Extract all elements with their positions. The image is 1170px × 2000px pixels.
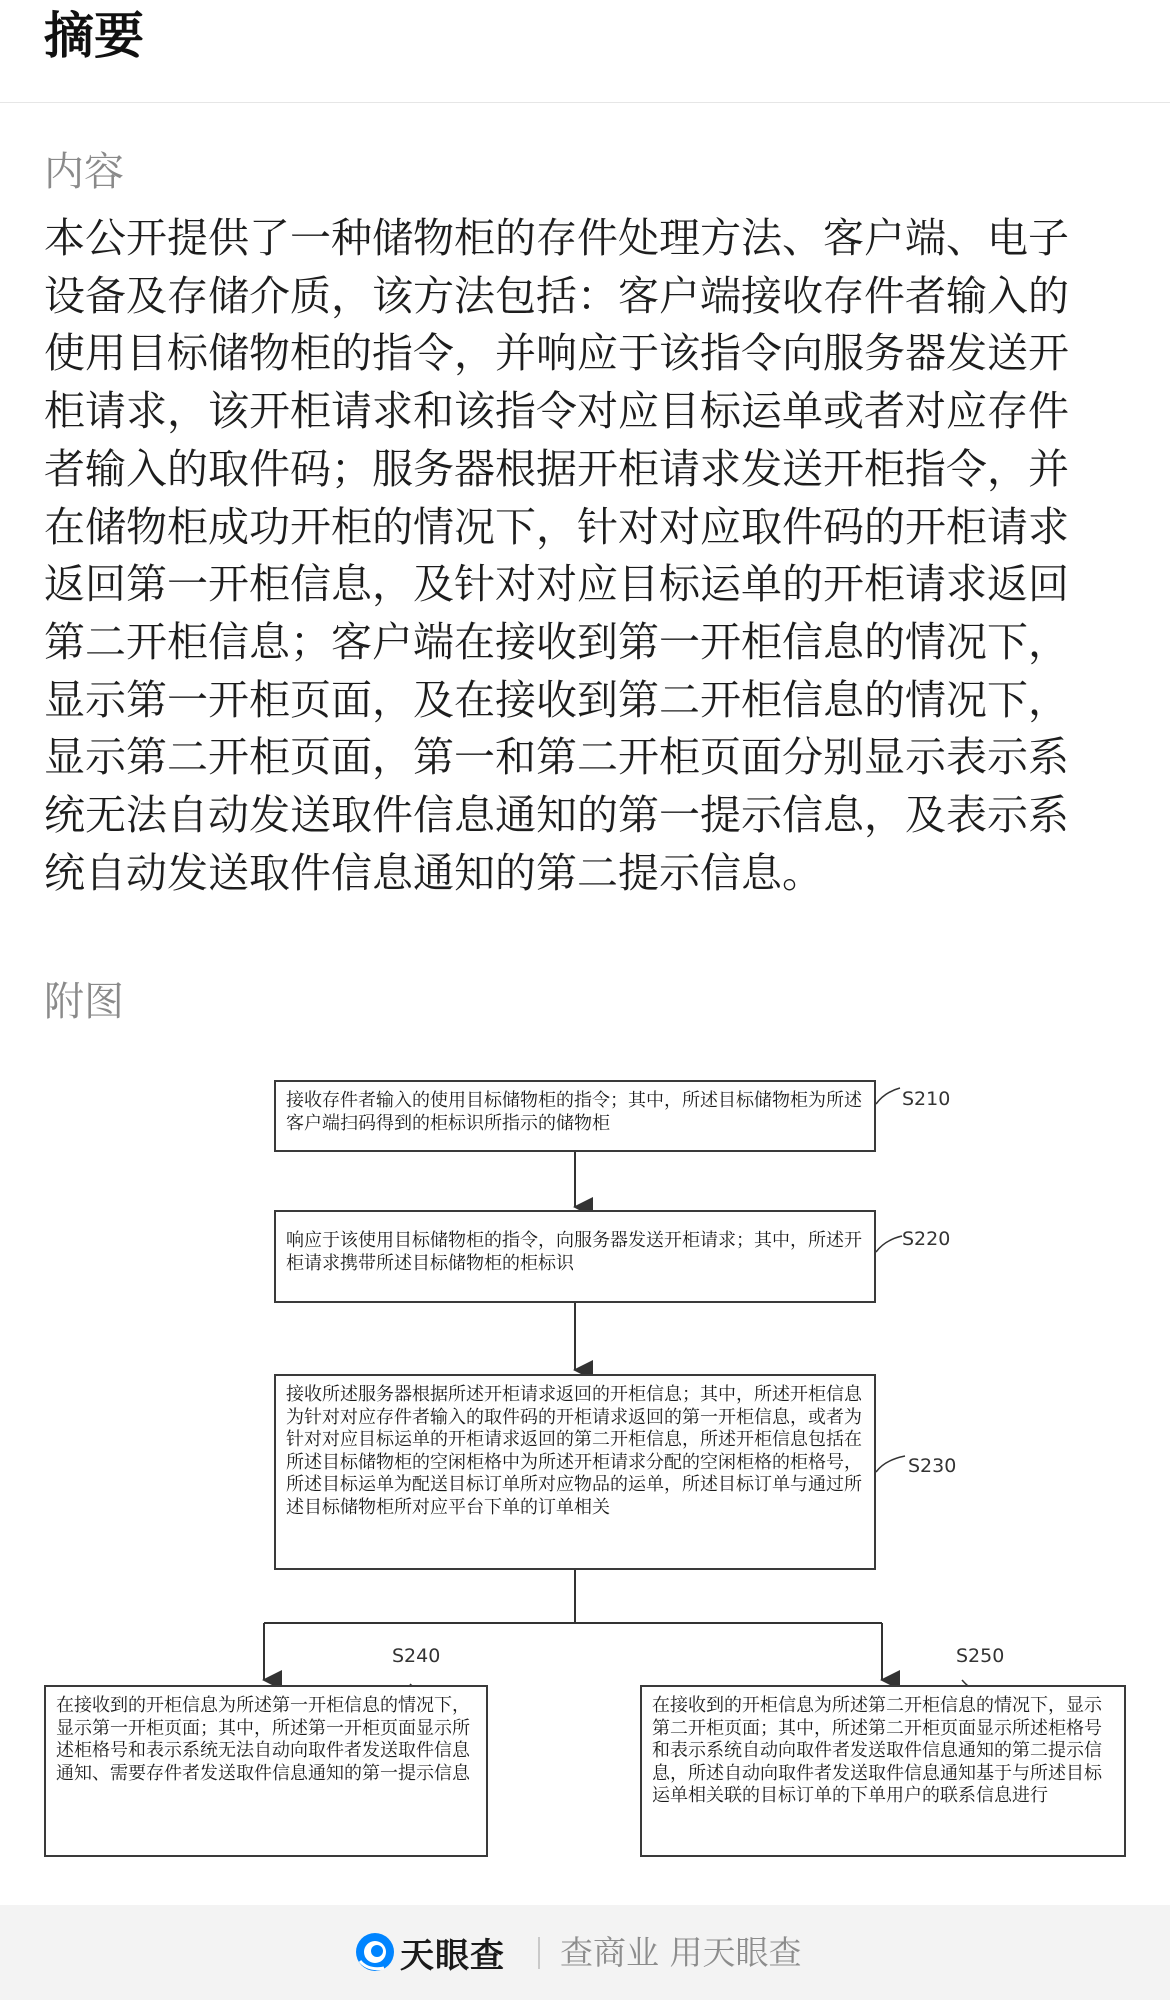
step-text-s230: 接收所述服务器根据所述开柜请求返回的开柜信息；其中，所述开柜信息为针对对应存件者输入的取件码的开柜请求返回的第一开柜信息，或者为针对对应目标运单的开柜请求返回的第二开柜信息，所述开柜信息包括在所述目标储物柜的空闲柜格中为所述开柜请求分配的空闲柜格的柜格号，所述目标运单为配送目标订单所对应物品的运单，所述目标订单与通过所述目标储物柜所对应平台下单的订单相关 xyxy=(286,1384,862,1518)
step-label-s230: S230 xyxy=(908,1455,957,1477)
tianyancha-logo-icon xyxy=(354,1931,396,1973)
step-label-s240: S240 xyxy=(392,1645,441,1667)
content-section-label: 内容 xyxy=(44,149,124,195)
step-box-s220 xyxy=(274,1210,876,1303)
brand-name: 天眼查 xyxy=(400,1935,505,1976)
page-header xyxy=(0,0,1170,103)
figure-section-label: 附图 xyxy=(44,979,124,1025)
step-text-s250: 在接收到的开柜信息为所述第二开柜信息的情况下，显示第二开柜页面；其中，所述第二开柜页面显示所述柜格号和表示系统自动向取件者发送取件信息通知的第二提示信息，所述自动向取件者发送取件信息通知基于与所述目标运单相关联的目标订单的下单用户的联系信息进行 xyxy=(652,1695,1102,1806)
step-text-s220: 响应于该使用目标储物柜的指令，向服务器发送开柜请求；其中，所述开柜请求携带所述目标储物柜的柜标识 xyxy=(286,1230,862,1274)
abstract-text: 本公开提供了一种储物柜的存件处理方法、客户端、电子设备及存储介质，该方法包括：客户端接收存件者输入的使用目标储物柜的指令，并响应于该指令向服务器发送开柜请求，该开柜请求和该指令对应目标运单或者对应存件者输入的取件码；服务器根据开柜请求发送开柜指令，并在储物柜成功开柜的情况下，针对对应取件码的开柜请求返回第一开柜信息，及针对对应目标运单的开柜请求返回第二开柜信息；客户端在接收到第一开柜信息的情况下，显示第一开柜页面，及在接收到第二开柜信息的情况下，显示第二开柜页面，第一和第二开柜页面分别显示表示系统无法自动发送取件信息通知的第一提示信息，及表示系统自动发送取件信息通知的第二提示信息。 xyxy=(44,214,1069,897)
step-box-s240 xyxy=(44,1685,488,1857)
footer-slogan: 查商业 用天眼查 xyxy=(560,1933,802,1972)
flowchart-figure xyxy=(0,1040,1170,1920)
page-title: 摘要 xyxy=(44,7,144,65)
step-box-s230 xyxy=(274,1374,876,1570)
step-box-s250 xyxy=(640,1685,1126,1857)
step-label-s210: S210 xyxy=(902,1088,951,1110)
brand[interactable] xyxy=(354,1929,505,1975)
step-text-s210: 接收存件者输入的使用目标储物柜的指令；其中，所述目标储物柜为所述客户端扫码得到的柜标识所指示的储物柜 xyxy=(286,1090,862,1134)
step-label-s220: S220 xyxy=(902,1228,951,1250)
footer-divider xyxy=(538,1937,540,1969)
step-box-s210 xyxy=(274,1080,876,1152)
step-text-s240: 在接收到的开柜信息为所述第一开柜信息的情况下，显示第一开柜页面；其中，所述第一开柜页面显示所述柜格号和表示系统无法自动向取件者发送取件信息通知、需要存件者发送取件信息通知的第一提示信息 xyxy=(56,1695,470,1784)
step-label-s250: S250 xyxy=(956,1645,1005,1667)
footer-banner[interactable] xyxy=(0,1905,1170,2000)
